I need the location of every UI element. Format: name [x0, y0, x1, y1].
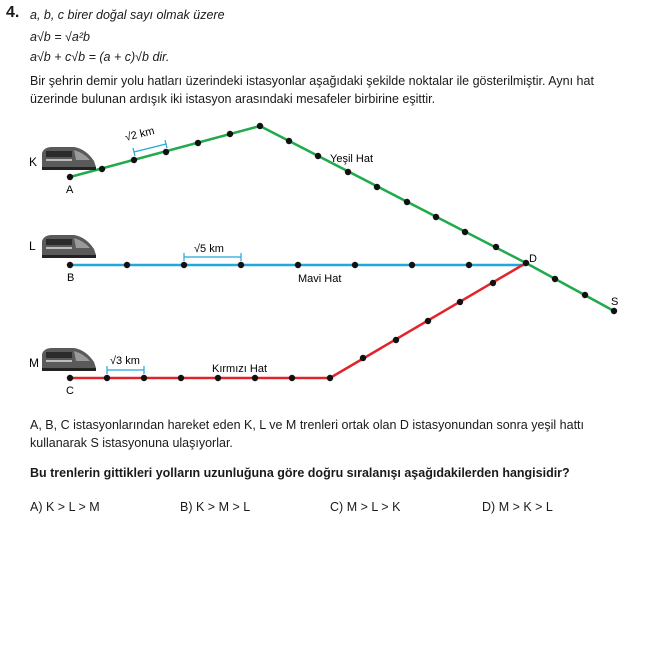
option-a-letter: A) [30, 500, 43, 514]
train-k-label: K [29, 155, 38, 169]
rule-1-left: a√b [30, 30, 51, 44]
red-distance-label: √3 km [110, 355, 140, 367]
rule-2 [30, 50, 169, 64]
station-b-label: B [67, 272, 75, 284]
rule-2-suffix: dir. [152, 50, 170, 64]
station-d-label: D [529, 253, 537, 265]
question-number: 4. [6, 4, 20, 21]
paragraph-stations: Bir şehrin demir yolu hatları üzerindeki istasyonlar aşağıdaki şekilde noktalar ile gösterilmiştir. Aynı hat üzerinde bulunan ardışık iki istasyon arasındaki mesafeler birbirine eşittir. [30, 74, 594, 106]
option-c[interactable] [330, 500, 400, 514]
red-line-name: Kırmızı Hat [212, 363, 268, 375]
blue-distance-label: √5 km [194, 243, 224, 255]
option-c-letter: C) [330, 500, 344, 514]
condition-text: a, b, c birer doğal sayı olmak üzere [30, 8, 225, 22]
green-line-name: Yeşil Hat [330, 153, 374, 165]
option-d[interactable] [482, 500, 553, 514]
train-l-label: L [29, 239, 36, 253]
option-a-text: K > L > M [45, 500, 100, 514]
train-m-label: M [29, 356, 39, 370]
rule-2-eq: = [88, 50, 96, 64]
option-d-text: M > K > L [498, 500, 553, 514]
station-a-label: A [66, 184, 74, 196]
train-k-icon [42, 147, 96, 170]
train-m-icon [42, 348, 96, 371]
green-stations [67, 123, 617, 314]
station-s-label: S [611, 296, 619, 308]
rule-1-right: √a²b [65, 30, 90, 44]
rule-2-left: a√b + c√b [30, 50, 86, 64]
red-distance-marker [107, 366, 144, 374]
rule-1-eq: = [54, 30, 62, 44]
station-c-label: C [66, 385, 74, 397]
green-distance-label: √2 km [123, 125, 156, 144]
train-l-icon [42, 235, 96, 258]
option-b-text: K > M > L [195, 500, 251, 514]
railway-diagram [0, 110, 646, 410]
rule-1 [30, 30, 90, 44]
option-b-letter: B) [180, 500, 193, 514]
option-b[interactable] [180, 500, 250, 514]
option-d-letter: D) [482, 500, 496, 514]
paragraph-route: A, B, C istasyonlarından hareket eden K, L ve M trenleri ortak olan D istasyonundan sonra yeşil hattı kullanarak S istasyonuna ulaşıyorlar. [30, 418, 584, 450]
option-c-text: M > L > K [346, 500, 401, 514]
option-a[interactable] [30, 500, 100, 514]
rule-2-right: (a + c)√b [99, 50, 149, 64]
question-text: Bu trenlerin gittikleri yolların uzunluğuna göre doğru sıralanışı aşağıdakilerden hangisidir? [30, 466, 570, 480]
blue-line-name: Mavi Hat [298, 273, 342, 285]
